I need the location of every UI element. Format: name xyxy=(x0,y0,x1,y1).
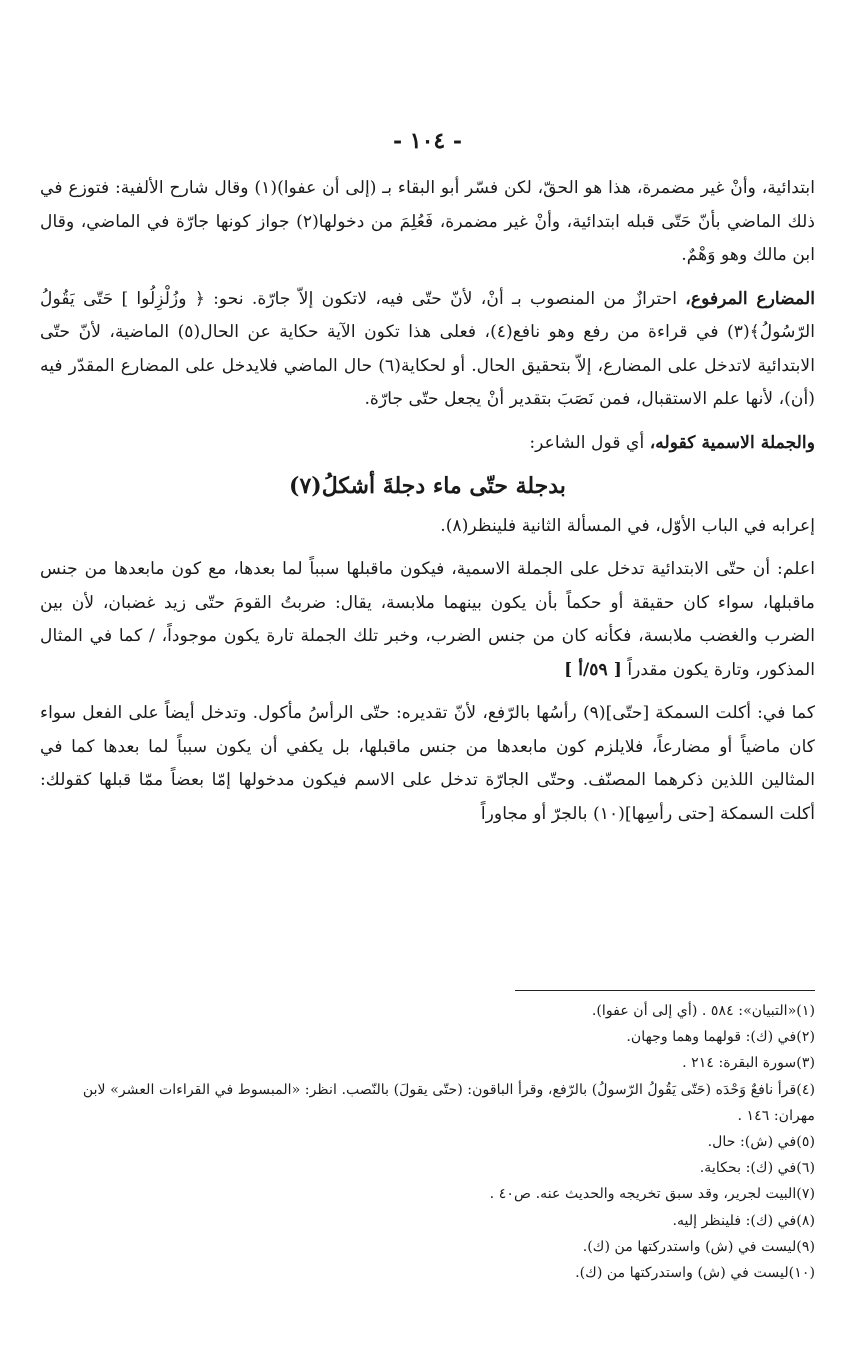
paragraph-text: احترازٌ من المنصوب بـ أنْ، لأنّ حتّى فيه، لاتكون إلاّ جارّة. نحو: ﴿ وزُلْزِلُوا ] حَتّى يَقُولُ الرّسُولُ﴾(٣) في قراءة من رفع وهو نافع(٤)، فعلى هذا تكون الآية حكاية عن الحال(٥) الماضية، لأنّ حتّى الابتدائية لاتدخل على المضارع، إلاّ بتحقيق الحال. أو لحكاية(٦) حال الماضي فلايدخل على المضارع المقدّر فيه (أن)، لأنها علم الاستقبال، فمن نَصَبَ بتقدير أنْ يجعل حتّى جارّة. xyxy=(40,288,815,409)
main-text xyxy=(40,172,815,831)
footnote: (٨)في (ك): فلينظر إليه. xyxy=(672,1212,815,1229)
footnote: (٧)البيت لجرير، وقد سبق تخريجه والحديث عنه. ص٤٠ . xyxy=(489,1186,815,1203)
paragraph xyxy=(40,697,815,831)
footnote: (٥)في (ش): حال. xyxy=(707,1134,815,1151)
paragraph xyxy=(40,172,815,273)
paragraph xyxy=(40,283,815,417)
footnote: (١٠)ليست في (ش) واستدركتها من (ك). xyxy=(575,1265,815,1282)
footnote: (٦)في (ك): بحكاية. xyxy=(699,1160,815,1177)
paragraph xyxy=(40,427,815,461)
footnote: (٣)سورة البقرة: ٢١٤ . xyxy=(682,1055,815,1072)
footnotes xyxy=(40,998,815,1286)
paragraph-lead: المضارع المرفوع، xyxy=(685,288,815,309)
footnote: (٩)ليست في (ش) واستدركتها من (ك). xyxy=(582,1238,815,1255)
footnote: (٢)في (ك): قولهما وهما وجهان. xyxy=(626,1029,815,1046)
page-number: - ١٠٤ - xyxy=(392,128,463,154)
book-page xyxy=(40,0,815,1364)
footnote: (١)«التبيان»: ٥٨٤ . (أي إلى أن عفوا). xyxy=(591,1003,815,1019)
footnote: (٤)قرأ نافعٌ وَحْدَه (حَتّى يَقُولُ الرّسولُ) بالرّفع، وقرأ الباقون: (حتّى يقولَ) بالنّصب. انظر: «المبسوط في القراءات العشر» لابن مهران: ١٤٦ . xyxy=(82,1081,815,1124)
paragraph xyxy=(40,553,815,687)
footnote-divider xyxy=(515,990,815,991)
paragraph-text: اعلم: أن حتّى الابتدائية تدخل على الجملة الاسمية، فيكون ماقبلها سبباً لما بعدها، مع كون مابعدها من جنس ماقبلها، سواء كان حقيقة أو حكماً بأن يكون بينهما ملابسة، يقال: ضربتُ القومَ حتّى زيد غضبان، لأن بين الضرب والغضب ملابسة، فكأنه كان من جنس الضرب، وخبر تلك الجملة تارة يكون موجوداً، / كما في المثال المذكور، وتارة يكون مقدراً xyxy=(40,559,815,680)
paragraph-lead: والجملة الاسمية كقوله، xyxy=(649,432,815,453)
paragraph xyxy=(40,510,815,544)
manuscript-folio-ref: [ ٥٩/أ ] xyxy=(564,659,622,680)
poetry-verse: بدجلة حتّى ماء دجلةَ أشكلُ(٧) xyxy=(289,473,566,499)
paragraph-text: إعرابه في الباب الأوّل، في المسألة الثانية فلينظر(٨). xyxy=(440,515,815,536)
paragraph-text: كما في: أكلت السمكة [حتّى](٩) رأسُها بالرّفع، لأنّ تقديره: حتّى الرأسُ مأكول. وتدخل أيضاً على الفعل سواء كان ماضياً أو مضارعاً، فلايلزم كون مابعدها من جنس ماقبلها، بل يكفي أن يكون سبباً لما بعدها كما في المثالين اللذين ذكرهما المصنّف. وحتّى الجارّة تدخل على الاسم فيكون مدخولها إمّا بعضاً ممّا قبلها كقولك: أكلت السمكة [حتى رأسِها](١٠) بالجرّ أو مجاوراً xyxy=(40,703,815,824)
paragraph-text: ابتدائية، وأنْ غير مضمرة، هذا هو الحقّ، لكن فسّر أبو البقاء بـ (إلى أن عفوا)(١) وقال شارح الألفية: فتوزع في ذلك الماضي بأنّ حَتّى قبله ابتدائية، وأنْ غير مضمرة، فَعُلِمَ من دخولها(٢) جواز كونها جارّة في الماضي، وقال ابن مالك وهو وَهْمٌ. xyxy=(40,178,815,265)
paragraph-text: أي قول الشاعر: xyxy=(529,432,650,453)
